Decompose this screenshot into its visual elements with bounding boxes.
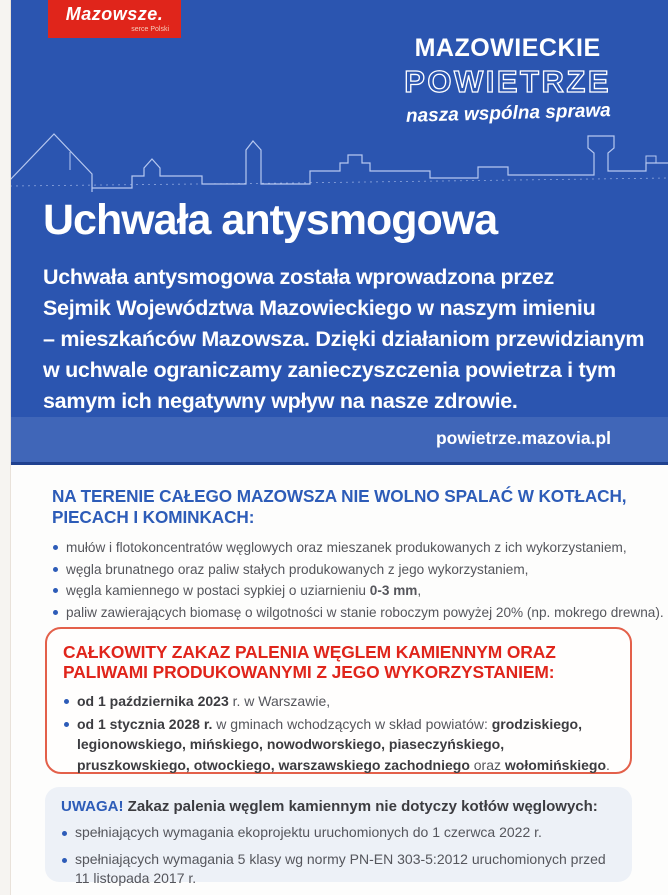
program-title-line3: nasza wspólna sprawa: [405, 100, 612, 127]
program-title-line2: POWIETRZE: [404, 64, 611, 99]
total-ban-box: [45, 627, 632, 774]
ban-list-item: mułów i flotokoncentratów węglowych oraz mieszanek produkowanych z ich wykorzystaniem,: [52, 537, 668, 559]
logo-brand-text: Mazowsze.: [65, 4, 164, 24]
hero-paragraph-line: – mieszkańców Mazowsza. Dzięki działaniom przewidzianym: [43, 327, 645, 351]
ban-section-heading: NA TERENIE CAŁEGO MAZOWSZA NIE WOLNO SPALAĆ W KOTŁACH, PIECACH I KOMINKACH:: [52, 486, 627, 527]
total-ban-item: od 1 stycznia 2028 r. w gminach wchodzących w skład powiatów: grodziskiego, legionowskiego, mińskiego, nowodworskiego, piaseczyńskiego, pruszkowskiego, otwockiego, warszawskiego zachodniego oraz wołomińskiego.: [63, 714, 614, 776]
total-ban-list: [63, 691, 614, 775]
notice-prefix: UWAGA!: [61, 798, 124, 815]
hero-paragraph-line: samym ich negatywny wpływ na nasze zdrowie.: [43, 389, 518, 413]
notice-box: [45, 787, 632, 886]
ban-list-item: paliw zawierających biomasę o wilgotności w stanie roboczym powyżej 20% (np. mokrego drewna).: [52, 602, 668, 624]
city-skyline-graphic: [10, 126, 668, 204]
notice-item: spełniających wymagania ekoprojektu uruchomionych do 1 czerwca 2022 r.: [61, 823, 616, 842]
total-ban-item: od 1 października 2023 r. w Warszawie,: [63, 691, 614, 712]
website-url: powietrze.mazovia.pl: [435, 428, 611, 448]
total-ban-heading: CAŁKOWITY ZAKAZ PALENIA WĘGLEM KAMIENNYM ORAZ PALIWAMI PRODUKOWANYMI Z JEGO WYKORZYSTANIEM:: [63, 642, 556, 682]
hero-paragraph-line: Sejmik Województwa Mazowieckiego w naszym imieniu: [43, 296, 596, 320]
hero-paragraph-line: w uchwale ograniczamy zanieczyszczenia powietrza i tym: [43, 358, 616, 382]
hero-section: [10, 0, 668, 465]
notice-item: spełniających wymagania 5 klasy wg normy PN-EN 303-5:2012 uruchomionych przed 11 listopada 2017 r.: [61, 850, 616, 888]
notice-title: [61, 798, 616, 815]
hero-paragraph: [43, 262, 644, 417]
ban-list: [52, 537, 668, 623]
logo-tagline-text: serce Polski: [131, 26, 169, 33]
page-title: Uchwała antysmogowa: [43, 196, 498, 244]
notice-list: [61, 823, 616, 888]
program-title-block: [404, 34, 611, 125]
hero-paragraph-line: Uchwała antysmogowa została wprowadzona przez: [43, 265, 554, 289]
notice-title-text: Zakaz palenia węglem kamiennym nie dotyczy kotłów węglowych:: [123, 798, 598, 815]
ban-list-item: węgla brunatnego oraz paliw stałych produkowanych z jego wykorzystaniem,: [52, 559, 668, 581]
ban-list-item: węgla kamiennego w postaci sypkiej o uziarnieniu 0-3 mm,: [52, 580, 668, 602]
scan-left-edge: [0, 0, 11, 895]
program-title-line1: MAZOWIECKIE: [414, 34, 601, 62]
mazowsze-logo: [48, 0, 181, 38]
